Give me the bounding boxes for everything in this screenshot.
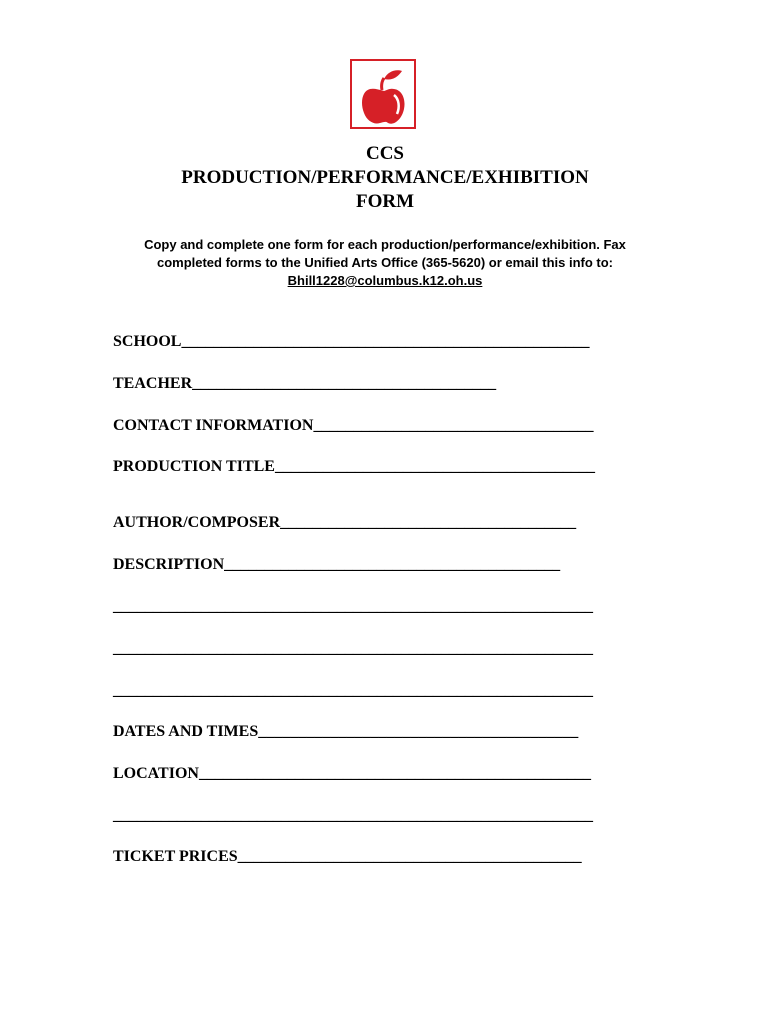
instructions: [100, 236, 670, 290]
dates-label: DATES AND TIMES: [113, 723, 259, 740]
location-field[interactable]: [113, 764, 591, 784]
contact-field[interactable]: [113, 416, 593, 436]
description-blank-3[interactable]: ____________________________________________________________: [113, 640, 593, 657]
teacher-label: TEACHER: [113, 375, 193, 392]
dates-field[interactable]: [113, 722, 578, 742]
title-line-3: FORM: [355, 191, 415, 212]
form-title: [0, 142, 770, 214]
production-title-blank[interactable]: ________________________________________: [274, 458, 595, 475]
school-field[interactable]: [113, 332, 589, 352]
description-line-4[interactable]: [113, 681, 593, 701]
production-title-field[interactable]: [113, 457, 595, 477]
author-blank[interactable]: _____________________________________: [280, 514, 577, 531]
contact-label: CONTACT INFORMATION: [113, 417, 314, 434]
location-label: LOCATION: [113, 765, 199, 782]
contact-blank[interactable]: ___________________________________: [313, 417, 594, 434]
description-blank-4[interactable]: ____________________________________________________________: [113, 682, 593, 699]
description-blank-2[interactable]: ____________________________________________________________: [113, 598, 593, 615]
email-link[interactable]: Bhill1228@columbus.k12.oh.us: [287, 273, 483, 288]
apple-logo-icon: [350, 59, 416, 129]
teacher-blank[interactable]: ______________________________________: [192, 375, 497, 392]
location-blank-2[interactable]: ____________________________________________________________: [113, 807, 593, 824]
ticket-prices-field[interactable]: [113, 847, 582, 867]
ticket-prices-label: TICKET PRICES: [113, 848, 238, 865]
school-label: SCHOOL: [113, 333, 182, 350]
teacher-field[interactable]: [113, 374, 496, 394]
description-line-3[interactable]: [113, 639, 593, 659]
location-line-2[interactable]: [113, 806, 593, 826]
description-field[interactable]: [113, 555, 560, 575]
description-blank[interactable]: __________________________________________: [224, 556, 561, 573]
school-blank[interactable]: ___________________________________________________: [181, 333, 590, 350]
production-title-label: PRODUCTION TITLE: [113, 458, 275, 475]
title-line-1: CCS: [365, 143, 404, 164]
description-label: DESCRIPTION: [113, 556, 225, 573]
title-line-2: PRODUCTION/PERFORMANCE/EXHIBITION: [181, 167, 589, 188]
author-field[interactable]: [113, 513, 576, 533]
dates-blank[interactable]: ________________________________________: [258, 723, 579, 740]
instructions-line-2: completed forms to the Unified Arts Office (365-5620) or email this info to:: [156, 255, 614, 270]
location-blank[interactable]: _________________________________________________: [198, 765, 591, 782]
description-line-2[interactable]: [113, 597, 593, 617]
instructions-line-1: Copy and complete one form for each production/performance/exhibition. Fax: [144, 237, 626, 252]
author-label: AUTHOR/COMPOSER: [113, 514, 281, 531]
ticket-prices-blank[interactable]: ___________________________________________: [237, 848, 582, 865]
